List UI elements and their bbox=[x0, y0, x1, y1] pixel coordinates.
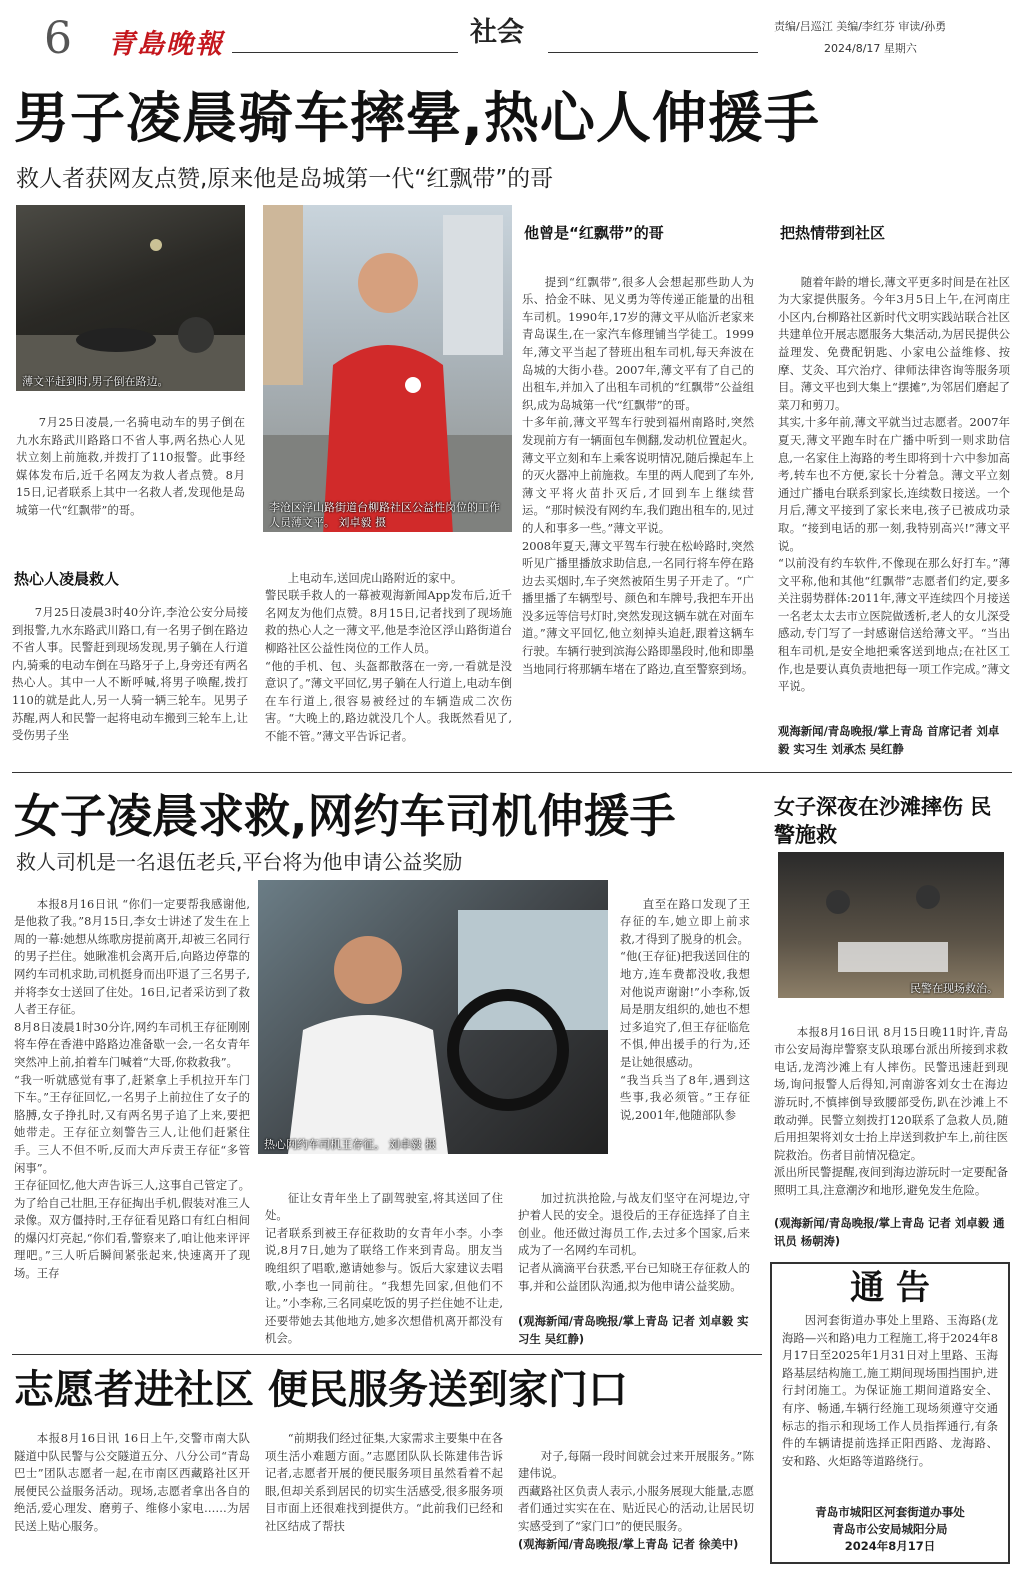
article2-col2 bbox=[265, 1172, 503, 1348]
notice-body-text: 因河套街道办事处上里路、玉海路(龙海路—兴和路)电力工程施工,将于2024年8月17日至2025年1月31日对上里路、玉海路基层结构施工,施工期间现场围挡围护,进行封闭施工。为保证施工期间道路安全、有序、畅通,车辆行经施工现场须遵守交通标志的指示和现场工作人员指挥通行,有条件的车辆请提前选择正阳西路、龙海路、安和路、火炬路等道路绕行。 bbox=[782, 1313, 998, 1468]
article4-col1-text: 本报8月16日讯 16日上午,交警市南大队隧道中队民警与公交隧道五分、八分公司“青岛巴士”团队志愿者一起,在市南区西藏路社区开展便民公益服务活动。现场,志愿者拿出各自的绝活,爱心理发、磨剪子、维修小家电……为居民送上贴心服务。 bbox=[14, 1431, 250, 1533]
header-rule-right bbox=[548, 52, 758, 53]
notice-body bbox=[782, 1312, 998, 1490]
article1-headline: 男子凌晨骑车摔晕,热心人伸援手 bbox=[14, 86, 820, 150]
night-road-illustration bbox=[16, 205, 245, 391]
article2-credit: (观海新闻/青岛晚报/掌上青岛 记者 刘卓毅 实习生 吴红静) bbox=[518, 1314, 749, 1346]
article3-body bbox=[774, 1006, 1008, 1214]
article1-col2-text: 上电动车,送回虎山路附近的家中。 警民联手救人的一幕被观海新闻App发布后,近千名网友为他们点赞。8月15日,记者找到了现场施救的热心人之一薄文平,他是李沧区浮山路街道台柳路社区公益性岗位的工作人员。 “他的手机、包、头盔都散落在一旁,一看就是没意识了。”薄文平回忆,男子躺在人行道上,电动车倒在车行道上,很容易被经过的车辆造成二次伤害。“大晚上的,路边就没几个人。我既然看见了,不能不管。”薄文平告诉记者。 bbox=[265, 570, 512, 743]
article2-col3a-text: 直至在路口发现了王存征的车,她立即上前求救,才得到了脱身的机会。 “他(王存征)把我送回住的地方,连车费都没收,我想对他说声谢谢!”小李称,饭局是朋友组织的,她也不想过多追究了,但王存征临危不惧,伸出援手的行为,还是让她很感动。 “我当兵当了8年,遇到这些事,我必须管。”王存征说,2001年,他随部队参 bbox=[620, 896, 750, 1122]
notice-date: 2024年8月17日 bbox=[844, 1539, 936, 1553]
article4-col3-text: 对子,每隔一段时间就会过来开展服务。”陈建伟说。 西藏路社区负责人表示,小服务展现大能量,志愿者们通过实实在在、贴近民心的活动,让居民切实感受到了“家门口”的便民服务。 bbox=[518, 1448, 754, 1533]
article1-col1 bbox=[12, 604, 248, 764]
article2-subheadline: 救人司机是一名退伍老兵,平台将为他申请公益奖励 bbox=[16, 850, 463, 874]
article3-credit: (观海新闻/青岛晚报/掌上青岛 记者 刘卓毅 通讯员 杨朝涛) bbox=[774, 1216, 1005, 1248]
article1-subhead-2: 他曾是“红飘带”的哥 bbox=[524, 224, 664, 242]
article3-photo-beach bbox=[778, 852, 1004, 998]
article2-photo-driver bbox=[258, 880, 608, 1154]
beach-rescue-illustration bbox=[778, 852, 1004, 998]
article3-headline: 女子深夜在沙滩摔伤 民警施救 bbox=[774, 795, 992, 847]
notice-issuer-2: 青岛市公安局城阳分局 bbox=[832, 1522, 948, 1536]
article1-subhead-1: 热心人凌晨救人 bbox=[14, 570, 120, 588]
divider-2 bbox=[12, 1354, 762, 1355]
article4-col1 bbox=[14, 1430, 250, 1572]
portrait-illustration bbox=[263, 205, 512, 532]
notice-box bbox=[770, 1262, 1010, 1564]
editors-line: 责编/吕巡江 美编/李红芬 审读/孙勇 bbox=[774, 20, 947, 33]
article1-col3 bbox=[522, 256, 754, 762]
article4-col2-text: “前期我们经过征集,大家需求主要集中在各项生活小难题方面。”志愿团队队长陈建伟告诉记者,志愿者开展的便民服务项目虽然看着不起眼,但却关系到居民的切实生活感受,很多服务项目市面上还很难找到提供方。“此前我们已经和社区结成了帮扶 bbox=[265, 1431, 503, 1533]
article1-photo-night-scene bbox=[16, 205, 245, 391]
article1-subheadline: 救人者获网友点赞,原来他是岛城第一代“红飘带”的哥 bbox=[16, 166, 554, 192]
masthead-logo: 青島晚報 bbox=[108, 29, 224, 60]
article4-headline: 志愿者进社区 便民服务送到家门口 bbox=[14, 1367, 628, 1413]
article4-col2 bbox=[265, 1430, 503, 1572]
article4-credit: (观海新闻/青岛晚报/掌上青岛 记者 徐美中) bbox=[518, 1537, 739, 1551]
article1-col2 bbox=[265, 552, 512, 764]
driver-illustration bbox=[258, 880, 608, 1154]
article1-subhead-3: 把热情带到社区 bbox=[780, 224, 886, 242]
article2-col3a bbox=[620, 878, 750, 1154]
article1-col4-text: 随着年龄的增长,薄文平更多时间是在社区为大家提供服务。今年3月5日上午,在河南庄小区内,台柳路社区新时代文明实践站联合社区共建单位开展志愿服务大集活动,为居民提供公益理发、免费配钥匙、小家电公益维修、按摩、艾灸、耳穴治疗、律师法律咨询等服务项目。薄文平也到大集上“摆摊”,为邻居们磨起了菜刀和剪刀。 其实,十多年前,薄文平就当过志愿者。2007年夏天,薄文平跑车时在广播中听到一则求助信息,一名家住上海路的考生即将到十六中参加高考,转车也不方便,家长十分着急。薄文平立刻通过广播电台联系到家长,连续数日接送。一个月后,薄文平接到了家长来电,孩子已被成功录取。“接到电话的那一刻,我特别高兴!”薄文平说。 “以前没有约车软件,不像现在那么好打车。”薄文平称,他和其他“红飘带”志愿者们约定,要多关注弱势群体:2011年,薄文平连续四个月接送一名老太太去市立医院做透析,老人的女儿深受感动,专门写了一封感谢信送给薄文平。“当出租车司机,是安全地把乘客送到地点;在社区工作,也是要认真负责地把每一项工作完成。”薄文平说。 bbox=[778, 274, 1010, 694]
issue-date: 2024/8/17 星期六 bbox=[824, 42, 917, 55]
article1-col3-text: 提到“红飘带”,很多人会想起那些助人为乐、拾金不昧、见义勇为等传递正能量的出租车司机。1990年,17岁的薄文平从临沂老家来青岛谋生,在一家汽车修理铺当学徒工。1999年,薄文平当起了替班出租车司机,每天奔波在岛城的大街小巷。2007年,薄文平有了自己的出租车,并加入了出租车司机的“红飘带”公益组织,成为岛城第一代“红飘带”的哥。 十多年前,薄文平驾车行驶到福州南路时,突然发现前方有一辆面包车侧翻,发动机位置起火。薄文平立刻和车上乘客说明情况,随后操起车上的灭火器冲上前施救。车里的两人爬到了车外,薄文平将火苗扑灭后,才回到车上继续营运。“那时候没有网约车,我们跑出租车的,见过的人和事多一些。”薄文平说。 2008年夏天,薄文平驾车行驶在松岭路时,突然听见广播里播放求助信息,一名同行将车停在路边去买烟时,车子突然被陌生男子开走了。“广播里播了车辆型号、颜色和车牌号,我把车开出没多远等信号灯时,突然发现这辆车就在对面车道。”薄文平回忆,他立刻掉头追赶,跟着这辆车行驶。车辆行驶到滨海公路即墨段时,他和即墨当地同行将那辆车堵在了路边,直至警察到场。 bbox=[522, 274, 754, 676]
article2-col3b bbox=[518, 1172, 750, 1312]
article1-lead-text: 7月25日凌晨,一名骑电动车的男子倒在九水东路武川路路口不省人事,两名热心人见状立刻上前施救,并拨打了110报警。此事经媒体发布后,近千名网友为救人者点赞。8月15日,记者联系上其中一名救人者,发现他是岛城第一代“红飘带”的哥。 bbox=[16, 415, 245, 517]
article1-credit: 观海新闻/青岛晚报/掌上青岛 首席记者 刘卓毅 实习生 刘承杰 吴红静 bbox=[778, 724, 1000, 756]
divider-1 bbox=[12, 772, 1012, 773]
section-label: 社会 bbox=[470, 17, 524, 48]
notice-issuer-1: 青岛市城阳区河套街道办事处 bbox=[815, 1505, 965, 1519]
article1-photo1-caption: 薄文平赶到时,男子倒在路边。 bbox=[22, 375, 169, 388]
article3-photo-caption: 民警在现场救治。 bbox=[910, 982, 998, 995]
notice-title: 通 告 bbox=[850, 1268, 930, 1308]
article3-body-text: 本报8月16日讯 8月15日晚11时许,青岛市公安局海岸警察支队琅琊台派出所接到求救电话,龙湾沙滩上有人摔伤。民警迅速赶到现场,询问报警人后得知,河南游客刘女士在海边游玩时,不慎摔倒导致腰部受伤,趴在沙滩上不敢动弹。民警立刻拨打120联系了急救人员,随后用担架将刘女士抬上岸送到救护车上,前往医院救治。伤者目前情况稳定。 派出所民警提醒,夜间到海边游玩时一定要配备照明工具,注意潮汐和地形,避免发生危险。 bbox=[774, 1024, 1008, 1197]
article2-col1 bbox=[14, 878, 250, 1348]
article2-photo-caption: 热心网约车司机王存征。 刘卓毅 摄 bbox=[264, 1138, 436, 1151]
article1-col1-text: 7月25日凌晨3时40分许,李沧公安分局接到报警,九水东路武川路口,有一名男子倒在路边不省人事。民警赶到现场发现,男子躺在人行道内,骑乘的电动车倒在马路牙子上,身旁还有两名热心人。其中一人不断呼喊,将男子唤醒,拨打110的就是此人,另一人骑一辆三轮车。见男子苏醒,两人和民警一起将电动车搬到三轮车上,让受伤男子坐 bbox=[12, 605, 248, 743]
article2-col1-text: 本报8月16日讯 “你们一定要帮我感谢他,是他救了我。”8月15日,李女士讲述了发生在上周的一幕:她想从练歌房提前离开,却被三名同行的男子拦住。她瞅准机会离开后,向路边停靠的网约车司机求助,司机挺身而出吓退了三名男子,并将李女士送回了住处。16日,记者采访到了救人者王存征。 8月8日凌晨1时30分许,网约车司机王存征刚刚将车停在香港中路路边准备歇一会,一名女青年突然冲上前,拍着车门喊着“大哥,你救救我”。 “我一听就感觉有事了,赶紧拿上手机拉开车门下车。”王存征回忆,一名男子上前拉住了女子的胳膊,女子挣扎时,又有两名男子追了上来,要把她带走。王存征立刻警告三人,让他们赶紧住手。三人不但不听,反而大声斥责王存征“多管闲事”。 王存征回忆,他大声告诉三人,这事自己管定了。为了给自己壮胆,王存征掏出手机,假装对准三人录像。双方僵持时,王存征看见路口有红白相间的爆闪灯亮起,“你们看,警察来了,咱让他来评评理吧。”三人听后瞬间紧张起来,快速离开了现场。王存 bbox=[14, 896, 250, 1281]
page-number: 6 bbox=[44, 13, 72, 64]
article4-col3 bbox=[518, 1430, 754, 1536]
article2-headline: 女子凌晨求救,网约车司机伸援手 bbox=[14, 789, 676, 843]
header-rule-left bbox=[232, 52, 458, 53]
article1-lead bbox=[16, 414, 245, 540]
article2-col3b-text: 加过抗洪抢险,与战友们坚守在河堤边,守护着人民的安全。退役后的王存征选择了自主创业。他还做过海员工作,去过多个国家,后来成为了一名网约车司机。 记者从滴滴平台获悉,平台已知晓王存征救人的事,并和公益团队沟通,拟为他申请公益奖励。 bbox=[518, 1190, 750, 1293]
article1-col4 bbox=[778, 256, 1010, 722]
article1-photo2-caption: 李沧区浮山路街道台柳路社区公益性岗位的工作人员薄文平。 刘卓毅 摄 bbox=[269, 501, 500, 529]
article1-photo-portrait bbox=[263, 205, 512, 532]
article2-col2-text: 征让女青年坐上了副驾驶室,将其送回了住处。 记者联系到被王存征救助的女青年小李。小李说,8月7日,她为了联络工作来到青岛。朋友当晚组织了唱歌,邀请她参与。饭后大家建议去唱歌,小李也一同前往。“我想先回家,但他们不让。”小李称,三名同桌吃饭的男子拦住她不让走,还要带她去其他地方,她多次想借机离开都没有机会。 bbox=[265, 1190, 503, 1346]
